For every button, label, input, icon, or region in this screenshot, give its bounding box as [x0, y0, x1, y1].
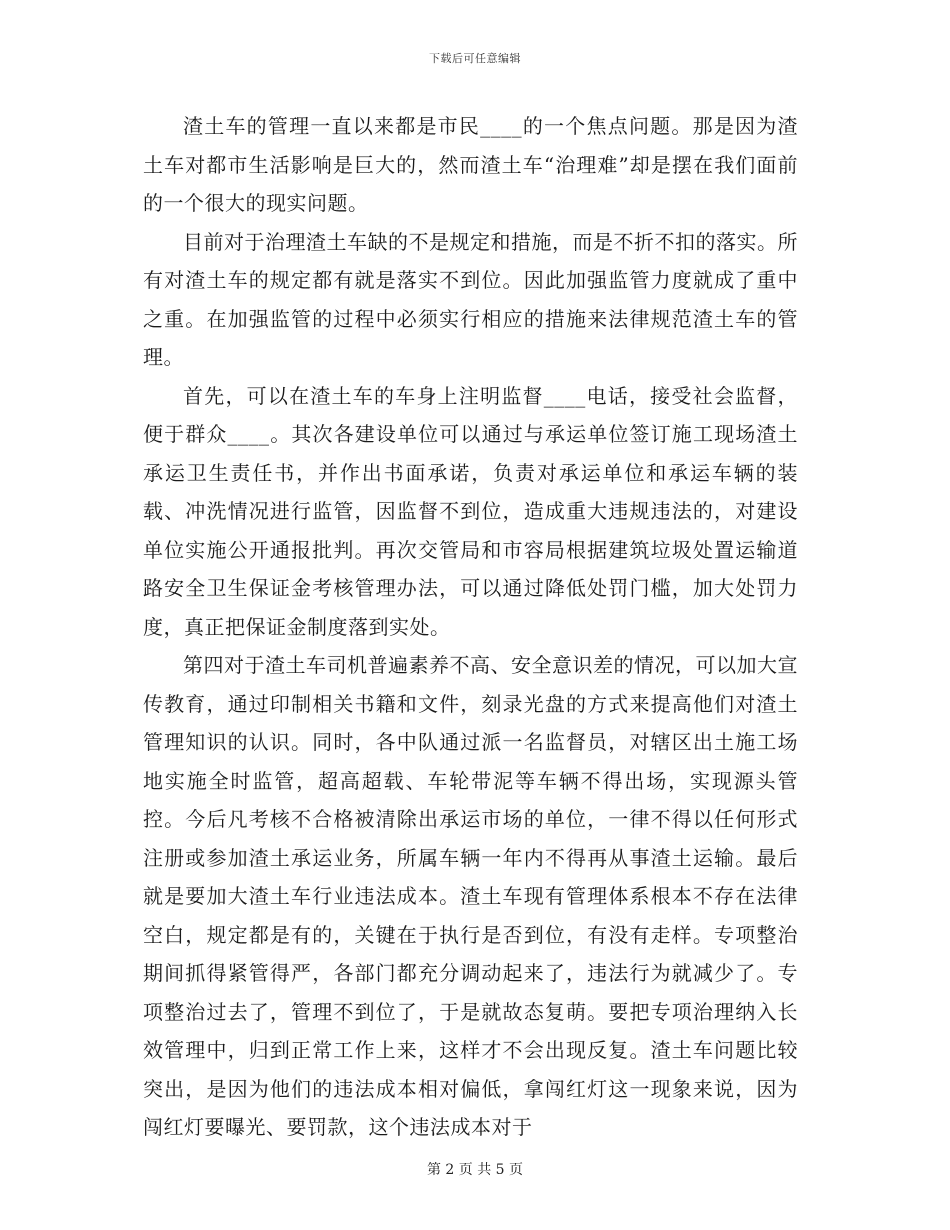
paragraph: 第四对于渣土车司机普遍素养不高、安全意识差的情况，可以加大宣传教育，通过印制相关书籍和文件，刻录光盘的方式来提高他们对渣土管理知识的认识。同时，各中队通过派一名监督员，对辖区出土施工场地实施全时监管，超高超载、车轮带泥等车辆不得出场，实现源头管控。今后凡考核不合格被清除出承运市场的单位，一律不得以任何形式注册或参加渣土承运业务，所属车辆一年内不得再从事渣土运输。最后就是要加大渣土车行业违法成本。渣土车现有管理体系根本不存在法律空白，规定都是有的，关键在于执行是否到位，有没有走样。专项整治期间抓得紧管得严，各部门都充分调动起来了，违法行为就减少了。专项整治过去了，管理不到位了，于是就故态复萌。要把专项治理纳入长效管理中，归到正常工作上来，这样才不会出现反复。渣土车问题比较突出，是因为他们的违法成本相对偏低，拿闯红灯这一现象来说，因为闯红灯要曝光、要罚款，这个违法成本对于 — [143, 653, 798, 1139]
paragraph: 目前对于治理渣土车缺的不是规定和措施，而是不折不扣的落实。所有对渣土车的规定都有就是落实不到位。因此加强监管力度就成了重中之重。在加强监管的过程中必须实行相应的措施来法律规范渣土车的管理。 — [143, 229, 798, 369]
paragraph: 首先，可以在渣土车的车身上注明监督____电话，接受社会监督，便于群众____。其次各建设单位可以通过与承运单位签订施工现场渣土承运卫生责任书，并作出书面承诺，负责对承运单位和承运车辆的装载、冲洗情况进行监管，因监督不到位，造成重大违规违法的，对建设单位实施公开通报批判。再次交管局和市容局根据建筑垃圾处置运输道路安全卫生保证金考核管理办法，可以通过降低处罚门槛，加大处罚力度，真正把保证金制度落到实处。 — [143, 383, 798, 639]
document-body — [143, 107, 798, 1147]
page-number: 第 2 页 共 5 页 — [426, 1162, 524, 1178]
paragraph: 渣土车的管理一直以来都是市民____的一个焦点问题。那是因为渣土车对都市生活影响是巨大的，然而渣土车“治理难”却是摆在我们面前的一个很大的现实问题。 — [143, 114, 798, 215]
page-header-note: 下载后可任意编辑 — [429, 52, 521, 65]
